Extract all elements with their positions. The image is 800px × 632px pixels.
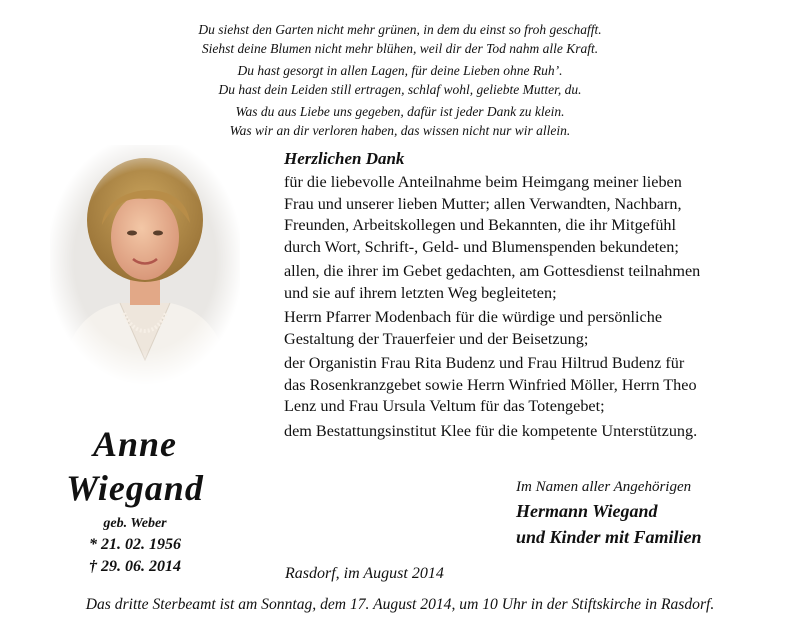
text-line: Freunden, Arbeitskollegen und Bekannten, die ihr Mitgefühl [284,216,677,234]
text-line: allen, die ihrer im Gebet gedachten, am Gottesdienst teilnahmen [284,262,701,280]
last-name: Wiegand [66,468,204,508]
maiden-name: geb. Weber [103,516,167,531]
poem-line: Siehst deine Blumen nicht mehr blühen, weil dir der Tod nahm alle Kraft. [201,41,599,56]
signer-family: und Kinder mit Familien [516,527,702,547]
text-line: der Organistin Frau Rita Budenz und Frau Hiltrud Budenz für [284,354,685,372]
text-line: und sie auf ihrem letzten Weg begleiteten; [284,283,557,302]
deceased-info [30,422,240,578]
death-date: † 29. 06. 2014 [89,558,181,575]
thanks-paragraph [284,421,776,443]
signature-intro: Im Namen aller Angehörigen [516,479,692,495]
thanks-paragraph [284,172,776,258]
thanks-paragraph [284,353,776,418]
poem-line: Du hast gesorgt in allen Lagen, für deine Lieben ohne Ruh’. [237,63,563,78]
thanks-section [284,148,776,445]
thanks-heading: Herzlichen Dank [284,149,405,168]
signature-block [516,476,786,550]
poem-line: Du siehst den Garten nicht mehr grünen, in dem du einst so froh geschafft. [198,22,602,37]
mass-notice: Das dritte Sterbeamt ist am Sonntag, dem 17. August 2014, um 10 Uhr in der Stiftskirche in Rasdorf. [85,596,715,613]
poem-stanza-2 [0,61,800,99]
place-date: Rasdorf, im August 2014 [285,565,444,582]
text-line: für die liebevolle Anteilnahme beim Heimgang meiner lieben [284,173,682,191]
text-line: Herrn Pfarrer Modenbach für die würdige und persönliche [284,308,663,326]
portrait-photo [50,145,240,385]
poem-line: Was wir an dir verloren haben, das wissen nicht nur wir allein. [229,123,571,138]
poem-stanza-1 [0,20,800,58]
text-line: dem Bestattungsinstitut Klee für die kompetente Unterstützung. [284,421,698,440]
first-name: Anne [92,424,178,464]
poem-line: Du hast dein Leiden still ertragen, schlaf wohl, geliebte Mutter, du. [218,82,582,97]
text-line: Lenz und Frau Ursula Veltum für das Totengebet; [284,397,605,415]
text-line: Gestaltung der Trauerfeier und der Beisetzung; [284,329,589,348]
poem-line: Was du aus Liebe uns gegeben, dafür ist jeder Dank zu klein. [235,104,565,119]
signer-name: Hermann Wiegand [516,501,658,521]
poem-stanza-3 [0,102,800,140]
birth-date: * 21. 02. 1956 [89,536,181,553]
text-line: das Rosenkranzgebet sowie Herrn Winfried Möller, Herrn Theo [284,375,697,394]
thanks-paragraph [284,261,776,304]
text-line: durch Wort, Schrift-, Geld- und Blumenspenden bekundeten; [284,237,679,256]
text-line: Frau und unserer lieben Mutter; allen Verwandten, Nachbarn, [284,194,682,213]
memorial-poem [0,20,800,140]
thanks-paragraph [284,307,776,350]
